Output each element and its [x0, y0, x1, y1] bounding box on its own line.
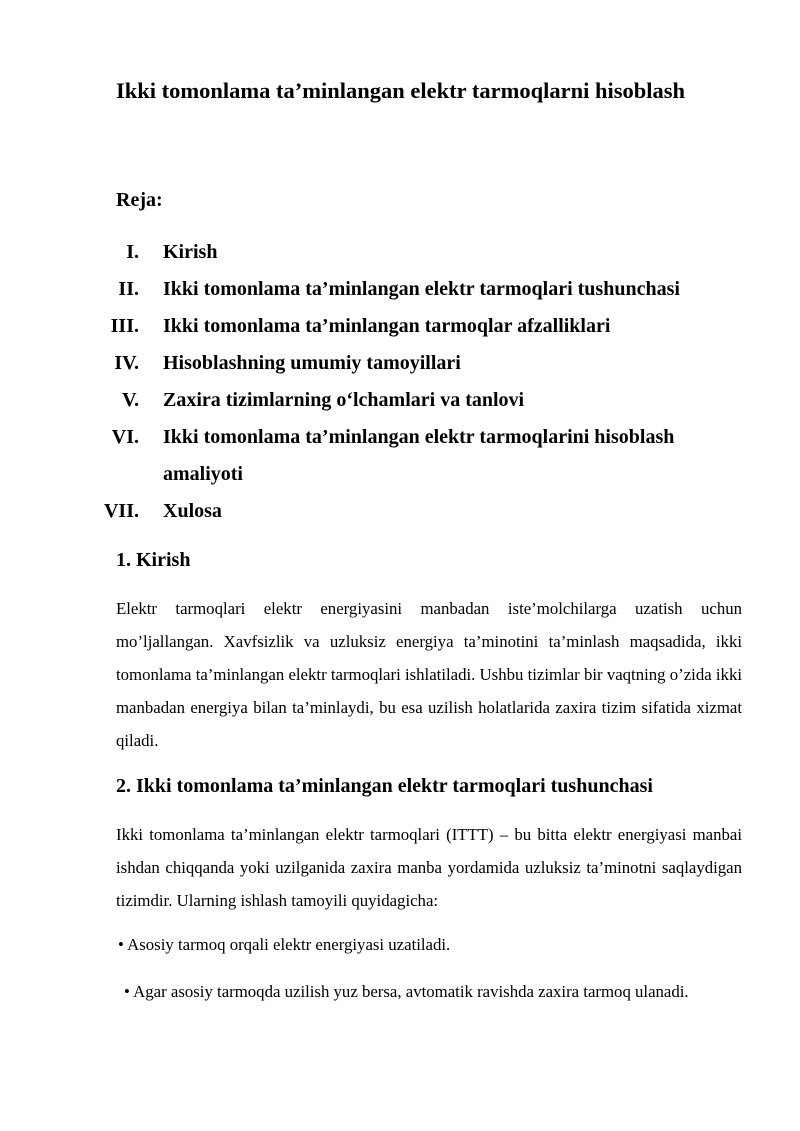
plan-item — [0, 419, 800, 493]
plan-item-number: VII. — [103, 500, 139, 522]
plan-item — [0, 308, 800, 345]
plan-item-number: V. — [122, 389, 139, 411]
plan-list — [0, 234, 800, 530]
plan-item-number: III. — [110, 315, 139, 337]
plan-item-text: Hisoblashning umumiy tamoyillari — [163, 352, 461, 374]
plan-item-text: Ikki tomonlama ta’minlangan elektr tarmoqlarini hisoblash amaliyoti — [163, 426, 675, 485]
plan-item-text: Xulosa — [163, 500, 222, 522]
plan-item — [0, 493, 800, 530]
plan-item-number: VI. — [111, 426, 139, 448]
plan-item-text: Kirish — [163, 241, 218, 263]
section-paragraph: Ikki tomonlama ta’minlangan elektr tarmoqlari (ITTT) – bu bitta elektr energiyasi manbai ishdan chiqqanda yoki uzilganida zaxira manba yordamida uzluksiz ta’minotni saqlaydigan tizimdir. Ularning ishlash tamoyili quyidagicha: — [116, 825, 742, 910]
section-paragraph: Elektr tarmoqlari elektr energiyasini manbadan iste’molchilarga uzatish uchun mo’ljallangan. Xavfsizlik va uzluksiz energiya ta’minotini ta’minlash maqsadida, ikki tomonlama ta’minlangan elektr tarmoqlari ishlatiladi. Ushbu tizimlar bir vaqtning o’zida ikki manbadan energiya bilan ta’minlaydi, bu esa uzilish holatlarida zaxira tizim sifatida xizmat qiladi. — [116, 599, 742, 750]
plan-item-number: I. — [126, 241, 139, 263]
plan-item — [0, 271, 800, 308]
plan-item-text: Ikki tomonlama ta’minlangan elektr tarmoqlari tushunchasi — [163, 278, 680, 300]
plan-item-text: Zaxira tizimlarning o‘lchamlari va tanlovi — [163, 389, 525, 411]
bullet-item: • Asosiy tarmoq orqali elektr energiyasi uzatiladi. — [118, 935, 451, 954]
plan-item — [0, 382, 800, 419]
bullet-item: • Agar asosiy tarmoqda uzilish yuz bersa, avtomatik ravishda zaxira tarmoq ulanadi. — [124, 982, 689, 1001]
plan-label: Reja: — [116, 189, 163, 211]
section-heading: 1. Kirish — [116, 549, 191, 571]
plan-item — [0, 345, 800, 382]
plan-item-text: Ikki tomonlama ta’minlangan tarmoqlar afzalliklari — [163, 315, 611, 337]
plan-item-number: II. — [118, 278, 139, 300]
plan-item-number: IV. — [114, 352, 139, 374]
section-heading: 2. Ikki tomonlama ta’minlangan elektr tarmoqlari tushunchasi — [116, 775, 653, 797]
plan-item — [0, 234, 800, 271]
document-title: Ikki tomonlama ta’minlangan elektr tarmoqlarni hisoblash — [116, 78, 686, 103]
